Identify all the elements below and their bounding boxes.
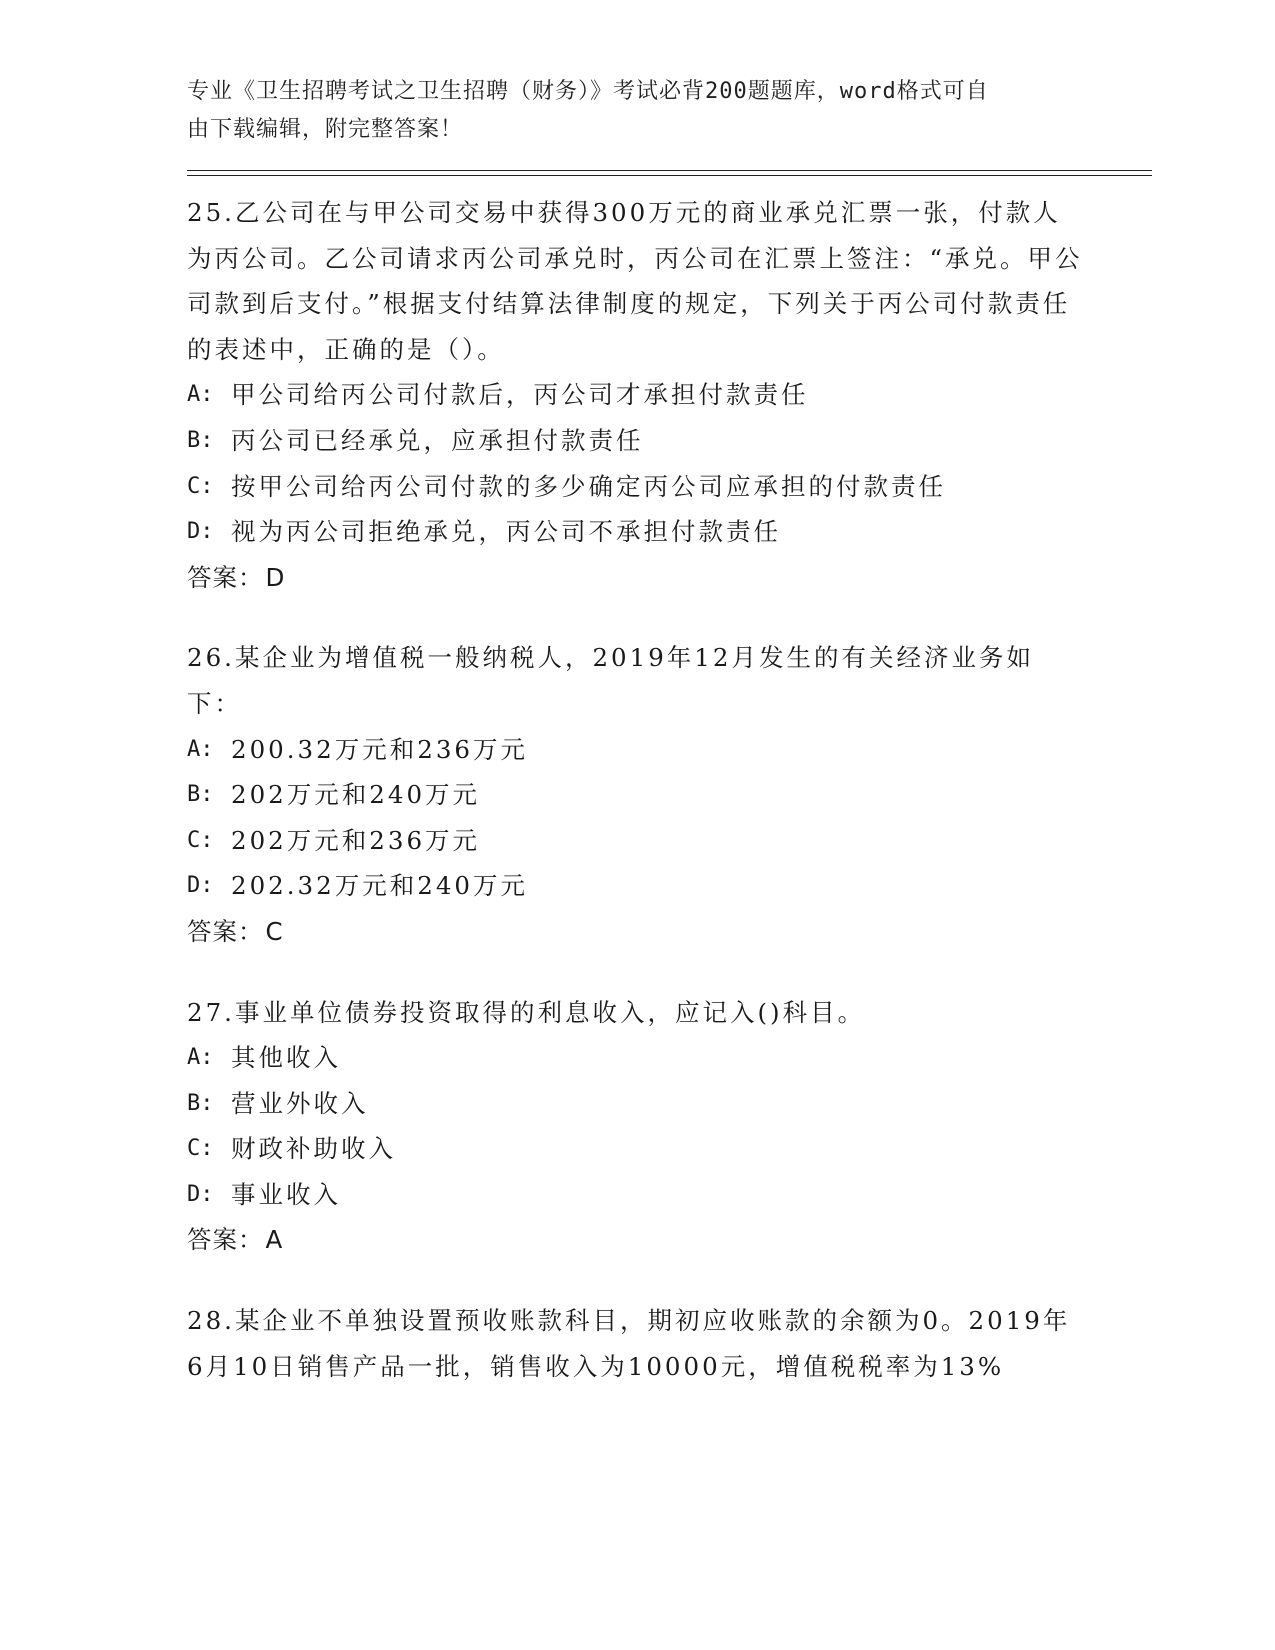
header-rule-bottom (187, 175, 1152, 176)
option-c (187, 1126, 1087, 1172)
answer-line (187, 1217, 1087, 1263)
option-text: 202万元和236万元 (231, 825, 481, 855)
option-text: 财政补助收入 (231, 1134, 396, 1164)
question-stem: 27.事业单位债券投资取得的利息收入，应记入()科目。 (187, 997, 866, 1027)
option-letter: C: (187, 1136, 214, 1162)
option-text: 按甲公司给丙公司付款的多少确定丙公司应承担的付款责任 (231, 471, 946, 501)
option-letter: A: (187, 382, 214, 408)
answer-label: 答案： (187, 916, 264, 946)
option-a (187, 1035, 1087, 1081)
option-letter: D: (187, 873, 214, 899)
option-text: 甲公司给丙公司付款后，丙公司才承担付款责任 (231, 380, 809, 410)
question-25 (187, 190, 1087, 600)
document-header (187, 73, 1087, 149)
option-letter: C: (187, 473, 214, 499)
option-c (187, 818, 1087, 864)
question-stem: 28.某企业不单独设置预收账款科目，期初应收账款的余额为0。2019年6月10日销售产品一批，销售收入为10000元，增值税税率为13% (187, 1306, 1071, 1381)
option-text: 其他收入 (231, 1043, 341, 1073)
option-letter: B: (187, 782, 214, 808)
option-text: 事业收入 (231, 1179, 341, 1209)
answer-label: 答案： (187, 1225, 264, 1255)
answer-value: C (265, 916, 284, 946)
option-letter: D: (187, 1181, 214, 1207)
question-stem: 25.乙公司在与甲公司交易中获得300万元的商业承兑汇票一张，付款人为丙公司。乙公司请求丙公司承兑时，丙公司在汇票上签注：“承兑。甲公司款到后支付。”根据支付结算法律制度的规定，下列关于丙公司付款责任的表述中，正确的是（）。 (187, 198, 1083, 364)
option-text: 营业外收入 (231, 1088, 369, 1118)
option-d (187, 863, 1087, 909)
question-28 (187, 1298, 1087, 1389)
option-letter: D: (187, 519, 214, 545)
question-stem: 26.某企业为增值税一般纳税人，2019年12月发生的有关经济业务如下： (187, 643, 1034, 718)
answer-value: A (265, 1225, 284, 1255)
answer-value: D (265, 562, 286, 592)
question-26 (187, 635, 1087, 954)
header-rule-top (187, 170, 1152, 171)
option-letter: B: (187, 1090, 214, 1116)
option-letter: C: (187, 827, 214, 853)
option-a (187, 727, 1087, 773)
option-text: 视为丙公司拒绝承兑，丙公司不承担付款责任 (231, 517, 781, 547)
question-list (187, 190, 1087, 1424)
option-a (187, 372, 1087, 418)
option-letter: A: (187, 1045, 214, 1071)
option-b (187, 418, 1087, 464)
option-letter: A: (187, 736, 214, 762)
option-b (187, 772, 1087, 818)
option-d (187, 1172, 1087, 1218)
option-b (187, 1081, 1087, 1127)
header-line-1: 专业《卫生招聘考试之卫生招聘（财务）》考试必背200题题库，word格式可自 (187, 79, 989, 104)
question-27 (187, 990, 1087, 1264)
answer-line (187, 555, 1087, 601)
option-text: 200.32万元和236万元 (231, 734, 528, 764)
answer-label: 答案： (187, 562, 264, 592)
option-letter: B: (187, 427, 214, 453)
option-text: 202万元和240万元 (231, 780, 481, 810)
option-text: 丙公司已经承兑，应承担付款责任 (231, 425, 644, 455)
answer-line (187, 909, 1087, 955)
header-line-2: 由下载编辑，附完整答案！ (187, 117, 464, 142)
option-c (187, 464, 1087, 510)
option-d (187, 509, 1087, 555)
option-text: 202.32万元和240万元 (231, 871, 528, 901)
